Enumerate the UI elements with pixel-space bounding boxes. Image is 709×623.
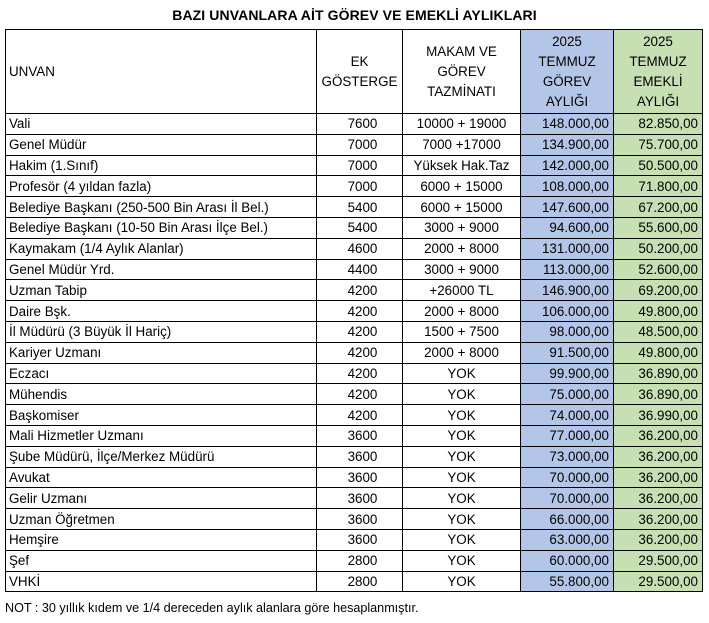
cell-emekli-ayligi: 49.800,00 xyxy=(614,342,703,363)
cell-emekli-ayligi: 36.200,00 xyxy=(614,467,703,488)
cell-makam-tazminati: YOK xyxy=(403,467,521,488)
cell-makam-tazminati: 2000 + 8000 xyxy=(403,238,521,259)
header-emekli-line: EMEKLİ xyxy=(633,73,683,89)
cell-unvan: Belediye Başkanı (250-500 Bin Arası İl Bel.) xyxy=(6,197,317,218)
cell-gorev-ayligi: 75.000,00 xyxy=(521,384,614,405)
cell-emekli-ayligi: 50.200,00 xyxy=(614,238,703,259)
cell-unvan: Vali xyxy=(6,114,317,135)
cell-emekli-ayligi: 36.200,00 xyxy=(614,529,703,550)
cell-ek-gosterge: 3600 xyxy=(317,467,403,488)
cell-gorev-ayligi: 106.000,00 xyxy=(521,301,614,322)
cell-ek-gosterge: 4200 xyxy=(317,321,403,342)
cell-makam-tazminati: 3000 + 9000 xyxy=(403,217,521,238)
cell-makam-tazminati: Yüksek Hak.Taz xyxy=(403,155,521,176)
cell-makam-tazminati: YOK xyxy=(403,446,521,467)
table-row xyxy=(6,114,703,135)
cell-unvan: Uzman Öğretmen xyxy=(6,509,317,530)
table-row xyxy=(6,280,703,301)
header-gorev-line: GÖREV xyxy=(542,73,592,89)
cell-unvan: Mühendis xyxy=(6,384,317,405)
cell-ek-gosterge: 5400 xyxy=(317,217,403,238)
table-row xyxy=(6,197,703,218)
table-row xyxy=(6,363,703,384)
table-row xyxy=(6,446,703,467)
table-row xyxy=(6,217,703,238)
table-row xyxy=(6,571,703,592)
cell-emekli-ayligi: 36.200,00 xyxy=(614,488,703,509)
cell-makam-tazminati: +26000 TL xyxy=(403,280,521,301)
cell-gorev-ayligi: 99.900,00 xyxy=(521,363,614,384)
cell-emekli-ayligi: 29.500,00 xyxy=(614,571,703,592)
cell-makam-tazminati: YOK xyxy=(403,363,521,384)
cell-gorev-ayligi: 147.600,00 xyxy=(521,197,614,218)
table-row xyxy=(6,342,703,363)
table-row xyxy=(6,238,703,259)
cell-emekli-ayligi: 55.600,00 xyxy=(614,217,703,238)
cell-unvan: Profesör (4 yıldan fazla) xyxy=(6,176,317,197)
header-emekli-line: TEMMUZ xyxy=(629,53,687,69)
page-title: BAZI UNVANLARA AİT GÖREV VE EMEKLİ AYLIKLARI xyxy=(172,7,537,23)
cell-emekli-ayligi: 67.200,00 xyxy=(614,197,703,218)
cell-unvan: Avukat xyxy=(6,467,317,488)
cell-unvan: Daire Bşk. xyxy=(6,301,317,322)
cell-gorev-ayligi: 77.000,00 xyxy=(521,425,614,446)
cell-emekli-ayligi: 29.500,00 xyxy=(614,550,703,571)
cell-makam-tazminati: 7000 +17000 xyxy=(403,134,521,155)
cell-emekli-ayligi: 36.200,00 xyxy=(614,425,703,446)
cell-ek-gosterge: 3600 xyxy=(317,509,403,530)
cell-gorev-ayligi: 70.000,00 xyxy=(521,488,614,509)
cell-gorev-ayligi: 146.900,00 xyxy=(521,280,614,301)
cell-emekli-ayligi: 69.200,00 xyxy=(614,280,703,301)
cell-gorev-ayligi: 98.000,00 xyxy=(521,321,614,342)
cell-ek-gosterge: 4200 xyxy=(317,342,403,363)
cell-makam-tazminati: YOK xyxy=(403,571,521,592)
header-emekli-ayligi xyxy=(614,30,703,114)
cell-gorev-ayligi: 55.800,00 xyxy=(521,571,614,592)
header-makam-line: MAKAM VE xyxy=(426,43,497,59)
table-row xyxy=(6,155,703,176)
header-unvan: UNVAN xyxy=(6,30,317,114)
cell-makam-tazminati: 2000 + 8000 xyxy=(403,342,521,363)
header-gorev-line: 2025 xyxy=(552,33,582,49)
cell-unvan: VHKİ xyxy=(6,571,317,592)
cell-makam-tazminati: YOK xyxy=(403,488,521,509)
cell-ek-gosterge: 2800 xyxy=(317,571,403,592)
header-emekli-line: 2025 xyxy=(643,33,673,49)
cell-makam-tazminati: YOK xyxy=(403,405,521,426)
cell-emekli-ayligi: 50.500,00 xyxy=(614,155,703,176)
table-row xyxy=(6,509,703,530)
cell-unvan: Mali Hizmetler Uzmanı xyxy=(6,425,317,446)
cell-ek-gosterge: 4200 xyxy=(317,280,403,301)
cell-emekli-ayligi: 36.200,00 xyxy=(614,446,703,467)
cell-gorev-ayligi: 142.000,00 xyxy=(521,155,614,176)
cell-gorev-ayligi: 66.000,00 xyxy=(521,509,614,530)
cell-ek-gosterge: 5400 xyxy=(317,197,403,218)
cell-unvan: Genel Müdür Yrd. xyxy=(6,259,317,280)
cell-ek-gosterge: 4600 xyxy=(317,238,403,259)
cell-ek-gosterge: 4200 xyxy=(317,384,403,405)
cell-emekli-ayligi: 49.800,00 xyxy=(614,301,703,322)
cell-makam-tazminati: YOK xyxy=(403,509,521,530)
cell-makam-tazminati: YOK xyxy=(403,550,521,571)
cell-ek-gosterge: 3600 xyxy=(317,488,403,509)
cell-ek-gosterge: 7000 xyxy=(317,155,403,176)
table-row xyxy=(6,259,703,280)
cell-unvan: Kariyer Uzmanı xyxy=(6,342,317,363)
cell-makam-tazminati: 6000 + 15000 xyxy=(403,176,521,197)
cell-makam-tazminati: YOK xyxy=(403,384,521,405)
cell-ek-gosterge: 4200 xyxy=(317,363,403,384)
cell-ek-gosterge: 4400 xyxy=(317,259,403,280)
cell-gorev-ayligi: 70.000,00 xyxy=(521,467,614,488)
cell-unvan: Genel Müdür xyxy=(6,134,317,155)
cell-ek-gosterge: 7000 xyxy=(317,134,403,155)
cell-unvan: Hakim (1.Sınıf) xyxy=(6,155,317,176)
cell-gorev-ayligi: 134.900,00 xyxy=(521,134,614,155)
cell-makam-tazminati: YOK xyxy=(403,529,521,550)
cell-unvan: Şef xyxy=(6,550,317,571)
cell-ek-gosterge: 3600 xyxy=(317,425,403,446)
cell-unvan: Belediye Başkanı (10-50 Bin Arası İlçe Bel.) xyxy=(6,217,317,238)
header-ek-line: EK xyxy=(350,53,369,69)
cell-ek-gosterge: 4200 xyxy=(317,405,403,426)
cell-makam-tazminati: 6000 + 15000 xyxy=(403,197,521,218)
cell-gorev-ayligi: 108.000,00 xyxy=(521,176,614,197)
table-row xyxy=(6,405,703,426)
cell-emekli-ayligi: 36.890,00 xyxy=(614,384,703,405)
cell-emekli-ayligi: 52.600,00 xyxy=(614,259,703,280)
cell-unvan: Gelir Uzmanı xyxy=(6,488,317,509)
cell-ek-gosterge: 3600 xyxy=(317,529,403,550)
header-ek-line: GÖSTERGE xyxy=(321,73,398,89)
cell-emekli-ayligi: 71.800,00 xyxy=(614,176,703,197)
cell-gorev-ayligi: 60.000,00 xyxy=(521,550,614,571)
table-header-row xyxy=(6,30,703,114)
cell-unvan: İl Müdürü (3 Büyük İl Hariç) xyxy=(6,321,317,342)
cell-makam-tazminati: 2000 + 8000 xyxy=(403,301,521,322)
table-row xyxy=(6,488,703,509)
header-ek-gosterge xyxy=(317,30,403,114)
table-row xyxy=(6,425,703,446)
cell-gorev-ayligi: 131.000,00 xyxy=(521,238,614,259)
table-row xyxy=(6,550,703,571)
cell-gorev-ayligi: 73.000,00 xyxy=(521,446,614,467)
cell-unvan: Başkomiser xyxy=(6,405,317,426)
cell-unvan: Hemşire xyxy=(6,529,317,550)
cell-emekli-ayligi: 48.500,00 xyxy=(614,321,703,342)
header-makam xyxy=(403,30,521,114)
cell-ek-gosterge: 3600 xyxy=(317,446,403,467)
header-gorev-line: TEMMUZ xyxy=(538,53,596,69)
cell-emekli-ayligi: 36.200,00 xyxy=(614,509,703,530)
table-row xyxy=(6,176,703,197)
header-gorev-line: AYLIĞI xyxy=(545,93,589,109)
cell-unvan: Kaymakam (1/4 Aylık Alanlar) xyxy=(6,238,317,259)
table-row xyxy=(6,301,703,322)
cell-gorev-ayligi: 91.500,00 xyxy=(521,342,614,363)
table-row xyxy=(6,134,703,155)
cell-makam-tazminati: 10000 + 19000 xyxy=(403,114,521,135)
header-makam-line: TAZMİNATI xyxy=(427,83,496,99)
cell-makam-tazminati: 3000 + 9000 xyxy=(403,259,521,280)
salary-table xyxy=(5,29,703,592)
cell-ek-gosterge: 7600 xyxy=(317,114,403,135)
cell-emekli-ayligi: 36.990,00 xyxy=(614,405,703,426)
cell-unvan: Eczacı xyxy=(6,363,317,384)
table-row xyxy=(6,384,703,405)
header-emekli-line: AYLIĞI xyxy=(636,93,680,109)
footnote: NOT : 30 yıllık kıdem ve 1/4 dereceden aylık alanlara göre hesaplanmıştır. xyxy=(5,601,419,615)
header-gorev-ayligi xyxy=(521,30,614,114)
table-row xyxy=(6,467,703,488)
cell-unvan: Şube Müdürü, İlçe/Merkez Müdürü xyxy=(6,446,317,467)
cell-emekli-ayligi: 82.850,00 xyxy=(614,114,703,135)
table-row xyxy=(6,321,703,342)
cell-makam-tazminati: 1500 + 7500 xyxy=(403,321,521,342)
cell-gorev-ayligi: 148.000,00 xyxy=(521,114,614,135)
cell-makam-tazminati: YOK xyxy=(403,425,521,446)
table-body xyxy=(6,114,703,592)
cell-emekli-ayligi: 36.890,00 xyxy=(614,363,703,384)
cell-ek-gosterge: 4200 xyxy=(317,301,403,322)
cell-gorev-ayligi: 113.000,00 xyxy=(521,259,614,280)
cell-ek-gosterge: 2800 xyxy=(317,550,403,571)
cell-gorev-ayligi: 74.000,00 xyxy=(521,405,614,426)
cell-gorev-ayligi: 94.600,00 xyxy=(521,217,614,238)
cell-ek-gosterge: 7000 xyxy=(317,176,403,197)
cell-gorev-ayligi: 63.000,00 xyxy=(521,529,614,550)
header-makam-line: GÖREV xyxy=(437,63,486,79)
cell-emekli-ayligi: 75.700,00 xyxy=(614,134,703,155)
table-row xyxy=(6,529,703,550)
cell-unvan: Uzman Tabip xyxy=(6,280,317,301)
